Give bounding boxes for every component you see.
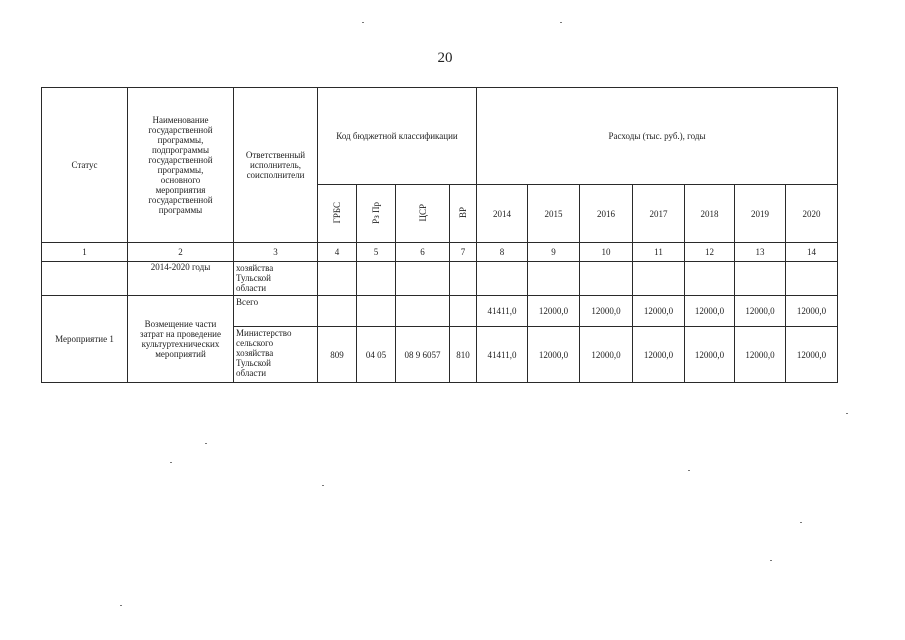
measure-value: 12000,0 (786, 327, 838, 383)
header-year: 2014 (477, 185, 528, 243)
header-budget-code: Код бюджетной классификации (318, 88, 477, 185)
header-expenses: Расходы (тыс. руб.), годы (477, 88, 838, 185)
header-year: 2017 (633, 185, 685, 243)
scan-speck (170, 462, 172, 463)
measure-grbs (318, 296, 357, 327)
measure-value: 41411,0 (477, 296, 528, 327)
empty-cell (396, 262, 450, 296)
header-name: Наименование государственной программы, подпрограммы государственной программы, основного мероприятия государственной программы (128, 88, 234, 243)
column-number: 8 (477, 243, 528, 262)
header-year: 2016 (580, 185, 633, 243)
column-number: 9 (528, 243, 580, 262)
scan-speck (770, 560, 772, 561)
measure-value: 41411,0 (477, 327, 528, 383)
column-number: 1 (42, 243, 128, 262)
measure-status: Мероприятие 1 (42, 296, 128, 383)
column-number: 6 (396, 243, 450, 262)
empty-cell (318, 262, 357, 296)
measure-vr (450, 296, 477, 327)
measure-value: 12000,0 (580, 296, 633, 327)
continuation-row (42, 262, 838, 296)
measure-value: 12000,0 (735, 327, 786, 383)
empty-cell (633, 262, 685, 296)
budget-table (41, 87, 838, 383)
empty-cell (735, 262, 786, 296)
measure-value: 12000,0 (528, 327, 580, 383)
column-number: 14 (786, 243, 838, 262)
header-year: 2018 (685, 185, 735, 243)
column-number: 2 (128, 243, 234, 262)
continuation-name: 2014-2020 годы (128, 262, 234, 296)
scan-speck (205, 443, 207, 444)
empty-cell (685, 262, 735, 296)
measure-row-total (42, 296, 838, 327)
column-number: 3 (234, 243, 318, 262)
header-executor: Ответственный исполнитель, соисполнители (234, 88, 318, 243)
scan-speck (362, 22, 364, 23)
measure-executor: Министерство сельского хозяйства Тульской области (234, 327, 318, 383)
header-code-grbs: ГРБС (318, 185, 357, 243)
header-year: 2019 (735, 185, 786, 243)
measure-name: Возмещение части затрат на проведение культуртехнических мероприятий (128, 296, 234, 383)
measure-vr: 810 (450, 327, 477, 383)
measure-value: 12000,0 (580, 327, 633, 383)
empty-cell (580, 262, 633, 296)
measure-value: 12000,0 (633, 296, 685, 327)
measure-value: 12000,0 (633, 327, 685, 383)
continuation-executor: хозяйства Тульской области (234, 262, 318, 296)
empty-cell (786, 262, 838, 296)
measure-rzpr: 04 05 (357, 327, 396, 383)
header-code-csr: ЦСР (396, 185, 450, 243)
empty-cell (477, 262, 528, 296)
column-number: 10 (580, 243, 633, 262)
measure-csr (396, 296, 450, 327)
measure-value: 12000,0 (735, 296, 786, 327)
header-year: 2020 (786, 185, 838, 243)
column-number: 11 (633, 243, 685, 262)
scan-speck (322, 485, 324, 486)
measure-grbs: 809 (318, 327, 357, 383)
measure-value: 12000,0 (786, 296, 838, 327)
measure-value: 12000,0 (528, 296, 580, 327)
header-code-vr: ВР (450, 185, 477, 243)
column-number: 13 (735, 243, 786, 262)
header-status: Статус (42, 88, 128, 243)
empty-cell (357, 262, 396, 296)
scan-speck (846, 413, 848, 414)
header-row-top (42, 88, 838, 185)
continuation-status (42, 262, 128, 296)
page-number: 20 (437, 50, 453, 66)
empty-cell (528, 262, 580, 296)
header-year: 2015 (528, 185, 580, 243)
measure-value: 12000,0 (685, 327, 735, 383)
scan-speck (688, 470, 690, 471)
column-number-row (42, 243, 838, 262)
column-number: 7 (450, 243, 477, 262)
column-number: 12 (685, 243, 735, 262)
measure-rzpr (357, 296, 396, 327)
column-number: 5 (357, 243, 396, 262)
header-code-rzpr: Рз Пр (357, 185, 396, 243)
measure-value: 12000,0 (685, 296, 735, 327)
column-number: 4 (318, 243, 357, 262)
scan-speck (560, 22, 562, 23)
scan-speck (800, 522, 802, 523)
measure-csr: 08 9 6057 (396, 327, 450, 383)
empty-cell (450, 262, 477, 296)
measure-executor: Всего (234, 296, 318, 327)
scan-speck (120, 605, 122, 606)
